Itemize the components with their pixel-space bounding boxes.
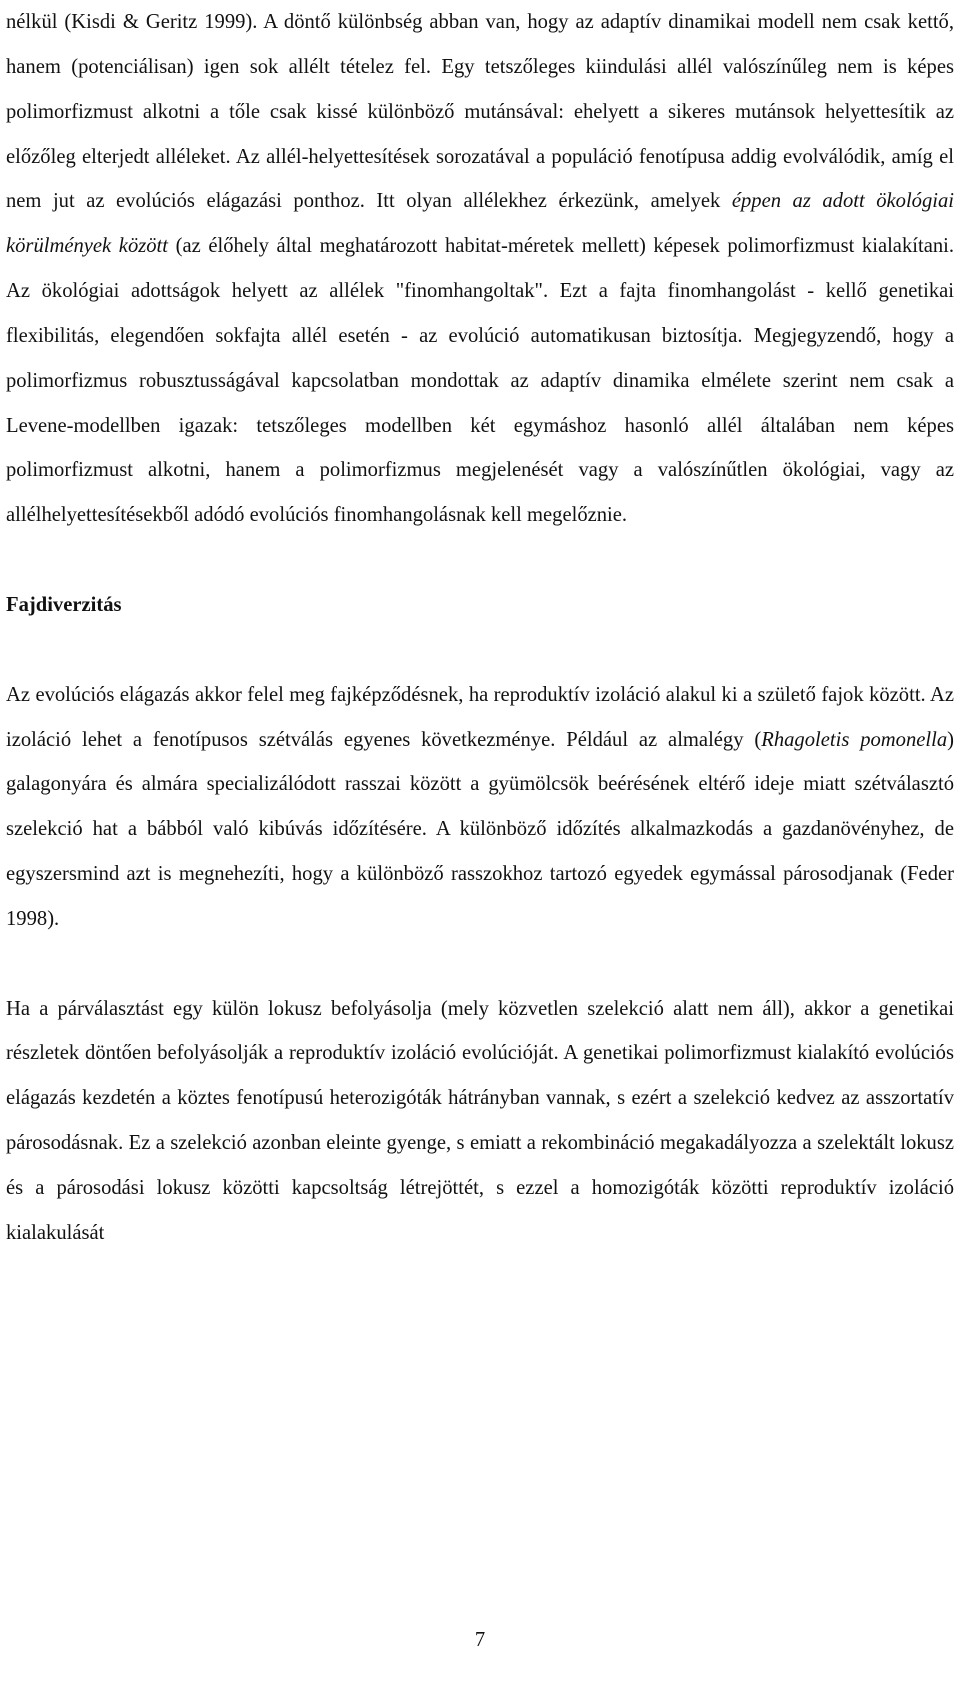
paragraph-2-text-b: ) galagonyára és almára specializálódott rasszai között a gyümölcsök beérésének eltérő ideje miatt szétválasztó szelekció hat a bábból való kibúvás időzítésére. A különböző időzítés alkalmazkodás a gazdanövényhez, de egyszersmind azt is megnehezíti, hogy a különböző rasszokhoz tartozó egyedek egymással párosodjanak (Feder 1998). [6,728,954,930]
paragraph-1-italic-phrase: éppen az adott ökológiai körülmények között [6,190,954,258]
section-heading: Fajdiverzitás [6,593,122,616]
page-number: 7 [474,1629,486,1651]
paragraph-2 [6,673,954,942]
paragraph-1-text-b: (az élőhely által meghatározott habitat-méretek mellett) képesek polimorfizmust kialakítani. Az ökológiai adottságok helyett az allélek "finomhangoltak". Ezt a fajta finomhangolást - kellő genetikai flexibilitás, elegendően sokfajta allél esetén - az evolúció automatikusan biztosítja. Megjegyzendő, hogy a polimorfizmus robusztusságával kapcsolatban mondottak az adaptív dinamika elmélete szerint nem csak a Levene-modellben igazak: tetszőleges modellben két egymáshoz hasonló allél általában nem képes polimorfizmust alkotni, hanem a polimorfizmus megjelenését vagy a valószínűtlen ökológiai, vagy az allélhelyettesítésekből adódó evolúciós finomhangolásnak kell megelőznie. [6,235,954,527]
spacer [6,942,954,987]
paragraph-3-text: Ha a párválasztást egy külön lokusz befolyásolja (mely közvetlen szelekció alatt nem áll), akkor a genetikai részletek döntően befolyásolják a reproduktív izoláció evolúcióját. A genetikai polimorfizmust kialakító evolúciós elágazás kezdetén a köztes fenotípusú heterozigóták hátrányban vannak, s ezért a szelekció kedvez az asszortatív párosodásnak. Ez a szelekció azonban eleinte gyenge, s emiatt a rekombináció megakadályozza a szelektált lokusz és a párosodási lokusz közötti kapcsoltság létrejöttét, s ezzel a homozigóták közötti reproduktív izoláció kialakulását [6,997,954,1244]
document-page [6,0,954,1256]
paragraph-2-text-a: Az evolúciós elágazás akkor felel meg fajképződésnek, ha reproduktív izoláció alakul ki a születő fajok között. Az izoláció lehet a fenotípusos szétválás egyenes következménye. Például az almalégy ( [6,683,954,751]
spacer [6,538,954,583]
paragraph-3 [6,987,954,1256]
paragraph-1 [6,0,954,538]
spacer [6,628,954,673]
species-name: Rhagoletis pomonella [761,728,948,751]
paragraph-1-text-a: nélkül (Kisdi & Geritz 1999). A döntő különbség abban van, hogy az adaptív dinamikai modell nem csak kettő, hanem (potenciálisan) igen sok allélt tételez fel. Egy tetszőleges kiindulási allél valószínűleg nem is képes polimorfizmust alkotni a tőle csak kissé különböző mutánsával: ehelyett a sikeres mutánsok helyettesítik az előzőleg elterjedt alléleket. Az allél-helyettesítések sorozatával a populáció fenotípusa addig evolválódik, amíg el nem jut az evolúciós elágazási ponthoz. Itt olyan allélekhez érkezünk, amelyek [6,11,954,213]
